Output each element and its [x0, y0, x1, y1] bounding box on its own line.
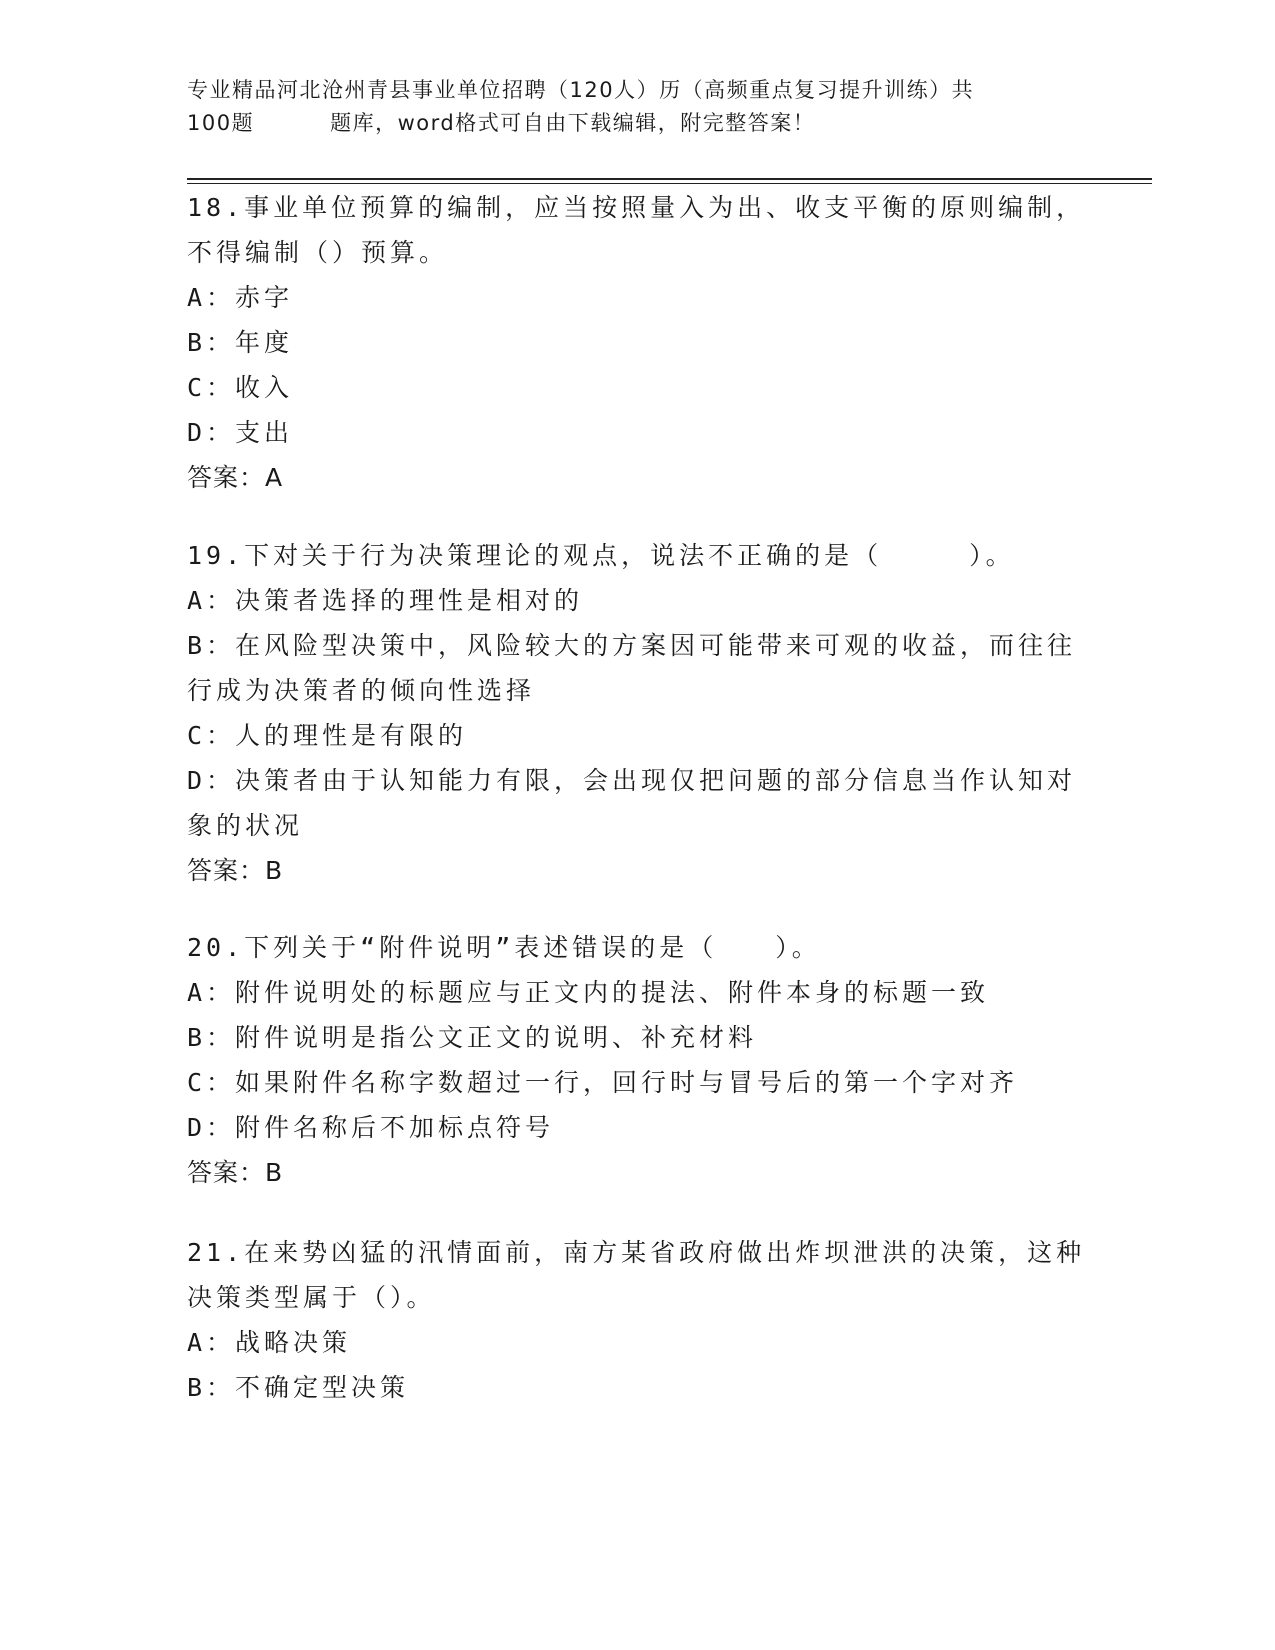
- question-stem: 决策类型属于（）。: [187, 1283, 436, 1312]
- answer: 答案：A: [187, 463, 284, 492]
- option-a: A：赤字: [187, 283, 294, 312]
- question-21: [187, 1230, 1087, 1410]
- header-line-1: 专业精品河北沧州青县事业单位招聘（120人）历（高频重点复习提升训练）共: [187, 78, 975, 102]
- option-a: A：决策者选择的理性是相对的: [187, 586, 584, 615]
- option-c: C：收入: [187, 373, 294, 402]
- header-line-2: 100题 题库，word格式可自由下载编辑，附完整答案！: [187, 111, 816, 135]
- answer: 答案：B: [187, 1158, 284, 1187]
- question-stem: 20.下列关于“附件说明”表述错误的是（ ）。: [187, 933, 821, 962]
- option-b: B：年度: [187, 328, 294, 357]
- header-divider-thick: [187, 178, 1152, 180]
- document-header: [187, 74, 1087, 140]
- option-b: B：在风险型决策中，风险较大的方案因可能带来可观的收益，而往往: [187, 631, 1077, 660]
- option-d: D：支出: [187, 418, 294, 447]
- option-d-cont: 象的状况: [187, 811, 304, 840]
- option-b: B：不确定型决策: [187, 1373, 410, 1402]
- option-d: D：附件名称后不加标点符号: [187, 1113, 555, 1142]
- question-18: [187, 185, 1087, 500]
- question-stem: 18.事业单位预算的编制，应当按照量入为出、收支平衡的原则编制，: [187, 193, 1086, 222]
- option-b: B：附件说明是指公文正文的说明、补充材料: [187, 1023, 758, 1052]
- option-a: A：战略决策: [187, 1328, 352, 1357]
- question-stem: 不得编制（）预算。: [187, 238, 449, 267]
- option-b-cont: 行成为决策者的倾向性选择: [187, 676, 536, 705]
- option-c: C：如果附件名称字数超过一行，回行时与冒号后的第一个字对齐: [187, 1068, 1019, 1097]
- question-20: [187, 925, 1087, 1195]
- answer: 答案：B: [187, 856, 284, 885]
- question-19: [187, 533, 1087, 893]
- option-a: A：附件说明处的标题应与正文内的提法、附件本身的标题一致: [187, 978, 990, 1007]
- question-stem: 19.下对关于行为决策理论的观点，说法不正确的是（ ）。: [187, 541, 1015, 570]
- option-c: C：人的理性是有限的: [187, 721, 468, 750]
- option-d: D：决策者由于认知能力有限，会出现仅把问题的部分信息当作认知对: [187, 766, 1077, 795]
- question-stem: 21.在来势凶猛的汛情面前，南方某省政府做出炸坝泄洪的决策，这种: [187, 1238, 1086, 1267]
- header-divider-thin: [187, 183, 1152, 184]
